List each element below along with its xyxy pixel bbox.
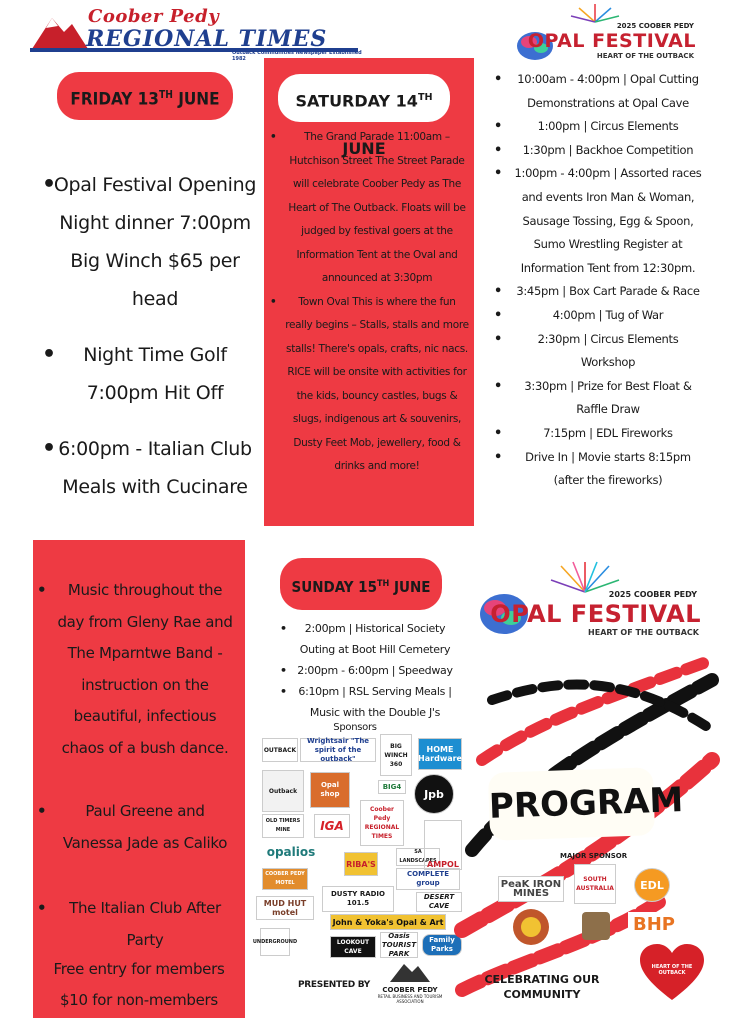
after-party-note-nonmembers: $10 for non-members <box>60 991 218 1009</box>
festival-subtitle: HEART OF THE OUTBACK <box>596 52 694 60</box>
sponsor-logo: Family Parks <box>422 934 462 956</box>
sponsor-logo: Jpb <box>414 774 454 814</box>
schedule-item: • 1:00pm - 4:00pm | Assorted races and events Iron Man & Woman, Sausage Tossing, Egg & Spoon, Sumo Wrestling Register at Information Tent from 12:30pm. <box>488 162 712 280</box>
sponsor-logo: Opal shop <box>310 772 350 808</box>
sunday-list <box>272 618 462 723</box>
friday-day-suffix: JUNE <box>172 89 220 110</box>
sponsor-logo: SA LANDSCAPES <box>396 848 440 866</box>
major-sponsor-label: MAJOR SPONSOR <box>560 852 628 860</box>
saturday-item: • Town Oval This is where the fun really begins – Stalls, stalls and more stalls! There's opals, crafts, nic nacs. RICE will be onsite with activities for the kids, bouncy castles, bugs & slugs, indigenous art & souvenirs, Dusty Feet Mob, jewellery, food & drinks and more! <box>264 291 474 479</box>
festival-logo-bottom <box>475 560 707 644</box>
music-item: • The Italian Club After Party <box>33 893 245 956</box>
festival-logo-top <box>515 2 700 64</box>
seal-icon <box>580 910 612 942</box>
sponsor-logo: UNDERGROUND <box>260 928 290 956</box>
sunday-day-prefix: SUNDAY 15 <box>291 578 377 596</box>
sponsor-logo: opalios <box>266 844 316 859</box>
sponsor-logo: Wrightsair "The spirit of the outback" <box>300 738 376 762</box>
sponsor-logo: Coober Pedy REGIONAL TIMES <box>360 800 404 846</box>
major-sponsor-logo: PeaK IRON MINES <box>498 876 564 902</box>
saturday-item: • The Grand Parade 11:00am – Hutchison Street The Street Parade will celebrate Coober Pedy as The Heart of The Outback. Floats will be judged by festival goers at the Information Tent at the Oval and announced at 3:30pm <box>264 126 474 291</box>
sponsor-logo: Oasis TOURIST PARK <box>381 931 417 958</box>
festival-subtitle: HEART OF THE OUTBACK <box>588 628 699 637</box>
sponsor-logo: IGA <box>314 814 350 838</box>
music-item: • Paul Greene and Vanessa Jade as Caliko <box>33 796 245 859</box>
masthead-title-top: Coober Pedy <box>88 6 220 27</box>
sponsor-logo: COMPLETE group <box>396 868 460 890</box>
presenter-mountain-icon <box>390 960 430 982</box>
masthead-title: REGIONAL TIMES <box>86 26 328 52</box>
sponsor-logo: HOME Hardware <box>418 738 462 770</box>
sponsor-logo: DUSTY RADIO 101.5 <box>322 886 394 912</box>
sponsor-logo: DESERT CAVE <box>416 892 462 912</box>
celebrating-footer: CELEBRATING OUR COMMUNITY <box>484 973 600 1001</box>
friday-day-prefix: FRIDAY 13 <box>70 89 159 110</box>
festival-name: OPAL FESTIVAL <box>490 600 701 628</box>
sponsor-logo: BIG WINCH 360 <box>380 734 412 776</box>
schedule-item: • 4:00pm | Tug of War <box>488 304 712 328</box>
music-list <box>33 575 245 956</box>
friday-list <box>36 166 264 506</box>
schedule-item: • 7:15pm | EDL Fireworks <box>488 422 712 446</box>
friday-item: • 6:00pm - Italian Club Meals with Cucinare <box>36 430 264 506</box>
saturday-day-suffix: JUNE <box>342 139 386 159</box>
schedule-item: • 1:00pm | Circus Elements <box>488 115 712 139</box>
saturday-list <box>264 126 474 479</box>
saturday-schedule <box>488 68 712 493</box>
saturday-heading <box>278 74 450 159</box>
heart-label: HEART OF THE OUTBACK <box>651 964 693 976</box>
schedule-item: • 1:30pm | Backhoe Competition <box>488 139 712 163</box>
sponsor-logo: Outback <box>262 770 304 812</box>
saturday-day-sup: TH <box>417 92 433 103</box>
firework-icon <box>545 560 625 594</box>
sponsor-logo: OLD TIMERS MINE <box>262 814 304 838</box>
presenter-subtitle: RETAIL BUSINESS AND TOURISM ASSOCIATION <box>377 994 443 1004</box>
heart-badge <box>640 944 704 1002</box>
sponsor-logo: OUTBACK <box>262 738 298 762</box>
after-party-note-members: Free entry for members <box>53 960 225 978</box>
festival-year: 2025 COOBER PEDY <box>608 590 697 599</box>
major-sponsor-logo: SOUTH AUSTRALIA <box>574 864 616 904</box>
masthead-tagline: Outback Communities Newspaper Established 1982 <box>232 50 362 62</box>
schedule-item: • 3:30pm | Prize for Best Float & Raffle Draw <box>488 375 712 422</box>
sponsor-logo: COOBER PEDY MOTEL <box>262 868 308 890</box>
sponsor-logo: RIBA'S <box>344 852 378 876</box>
music-item: • Music throughout the day from Gleny Rae and The Mparntwe Band - instruction on the beautiful, infectious chaos of a bush dance. <box>33 575 245 764</box>
schedule-item: • 2:30pm | Circus Elements Workshop <box>488 328 712 375</box>
presenter-logo <box>372 960 448 1018</box>
schedule-item: • 3:45pm | Box Cart Parade & Race <box>488 280 712 304</box>
sponsors-heading: Sponsors <box>333 722 377 733</box>
seal-icon <box>512 908 550 946</box>
schedule-item: • Drive In | Movie starts 8:15pm (after the fireworks) <box>488 446 712 493</box>
program-title: PROGRAM <box>488 767 655 841</box>
friday-item: • Opal Festival Opening Night dinner 7:00pm Big Winch $65 per head <box>36 166 264 318</box>
sunday-item: • 6:10pm | RSL Serving Meals | Music with the Double J's <box>272 681 462 723</box>
presented-by-label: PRESENTED BY <box>298 980 371 990</box>
mountain-logo-icon <box>30 12 90 52</box>
friday-heading <box>57 72 233 120</box>
sunday-day-sup: TH <box>376 579 390 589</box>
sponsor-logo: John & Yoka's Opal & Art <box>330 914 446 930</box>
sponsor-logo: AMPOL <box>424 820 462 870</box>
sponsor-logo: BIG4 <box>378 780 406 794</box>
sunday-day-suffix: JUNE <box>389 578 431 596</box>
friday-item: • Night Time Golf 7:00pm Hit Off <box>36 336 264 412</box>
major-sponsor-logo: EDL <box>634 868 670 902</box>
firework-icon <box>565 2 625 24</box>
presenter-name: COOBER PEDY <box>382 986 438 994</box>
festival-name: OPAL FESTIVAL <box>527 30 696 52</box>
sunday-item: • 2:00pm - 6:00pm | Speedway <box>272 660 462 681</box>
sponsor-logo: LOOKOUT CAVE <box>330 936 376 958</box>
masthead <box>0 0 370 60</box>
major-sponsor-logo: BHP <box>628 912 680 936</box>
schedule-item: • 10:00am - 4:00pm | Opal Cutting Demonstrations at Opal Cave <box>488 68 712 115</box>
saturday-day-prefix: SATURDAY 14 <box>295 91 418 111</box>
sunday-item: • 2:00pm | Historical Society Outing at Boot Hill Cemetery <box>272 618 462 660</box>
friday-day-sup: TH <box>158 90 173 101</box>
festival-year: 2025 COOBER PEDY <box>616 22 694 30</box>
sponsor-logo: MUD HUT motel <box>256 896 314 920</box>
sunday-heading <box>280 558 442 610</box>
